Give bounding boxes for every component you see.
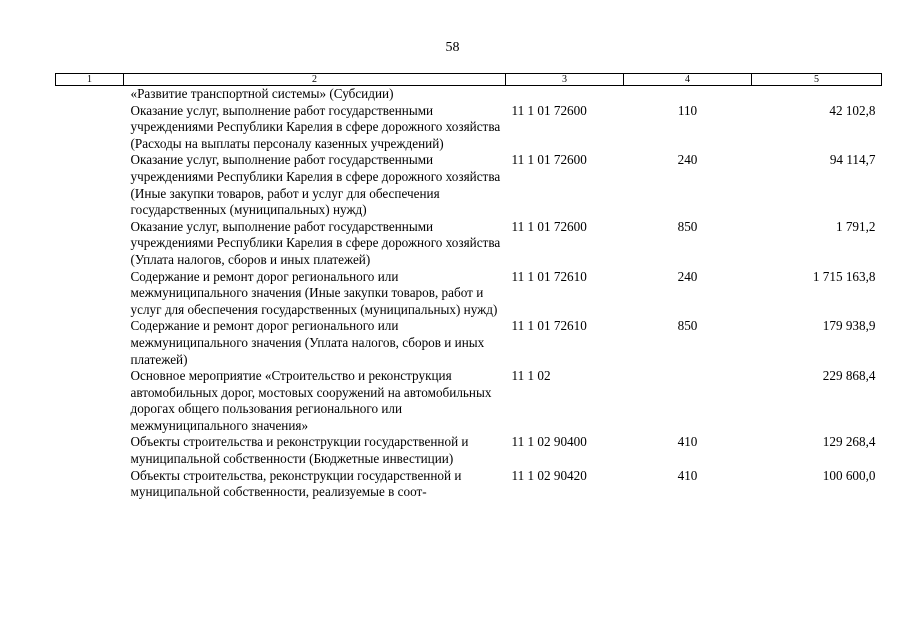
amount — [752, 86, 882, 103]
expense-name: Основное мероприятие «Строительство и реконструкция автомобильных дорог, мостовых сооружений на автомобильных дорогах общего пользования регионального или межмуниципального значения» — [130, 368, 492, 433]
amount: 1 715 163,8 — [812, 268, 876, 284]
expense-name: Объекты строительства и реконструкции государственной и муниципальной собственности (Бюджетные инвестиции) — [130, 434, 469, 467]
table-header-row — [56, 74, 882, 86]
column-header-4: 4 — [624, 74, 752, 86]
target-article-code: 11 1 01 72600 — [511, 218, 587, 234]
table-row — [56, 152, 882, 218]
amount: 42 102,8 — [829, 102, 876, 118]
amount: 100 600,0 — [822, 467, 876, 483]
row-index-cell — [56, 103, 124, 153]
expense-type-code — [624, 368, 752, 434]
expense-name: Содержание и ремонт дорог регионального или межмуниципального значения (Уплата налогов, сборов и иных платежей) — [130, 318, 485, 367]
expense-type-code: 850 — [677, 318, 698, 334]
expense-type-code: 850 — [677, 218, 698, 234]
table-row — [56, 468, 882, 501]
table-row — [56, 318, 882, 368]
expense-type-code: 410 — [677, 467, 698, 483]
expense-type-code: 110 — [677, 102, 698, 118]
target-article-code: 11 1 02 90400 — [511, 434, 587, 450]
row-index-cell — [56, 434, 124, 467]
target-article-code: 11 1 01 72600 — [511, 102, 587, 118]
row-index-cell — [56, 86, 124, 103]
page-number: 58 — [445, 40, 460, 55]
row-index-cell — [56, 468, 124, 501]
table-row — [56, 103, 882, 153]
table-row — [56, 86, 882, 103]
row-index-cell — [56, 152, 124, 218]
target-article-code: 11 1 01 72610 — [511, 268, 587, 284]
amount: 179 938,9 — [822, 318, 876, 334]
table-row — [56, 269, 882, 319]
target-article-code: 11 1 01 72600 — [511, 152, 587, 168]
expense-name: Оказание услуг, выполнение работ государственными учреждениями Республики Карелия в сфере дорожного хозяйства (Расходы на выплаты персоналу казенных учреждений) — [130, 102, 501, 151]
row-index-cell — [56, 269, 124, 319]
row-index-cell — [56, 219, 124, 269]
expense-type-code: 240 — [677, 268, 698, 284]
expense-type-code: 410 — [677, 434, 698, 450]
expense-name: «Развитие транспортной системы» (Субсидии) — [130, 86, 394, 101]
target-article-code: 11 1 02 90420 — [511, 467, 587, 483]
row-index-cell — [56, 318, 124, 368]
amount: 94 114,7 — [829, 152, 876, 168]
column-header-3: 3 — [506, 74, 624, 86]
table-row — [56, 368, 882, 434]
budget-table — [55, 73, 882, 501]
target-article-code: 11 1 01 72610 — [511, 318, 587, 334]
column-header-2: 2 — [124, 74, 506, 86]
amount: 1 791,2 — [835, 218, 876, 234]
row-index-cell — [56, 368, 124, 434]
target-article-code — [506, 86, 624, 103]
expense-type-code — [624, 86, 752, 103]
expense-name: Оказание услуг, выполнение работ государственными учреждениями Республики Карелия в сфере дорожного хозяйства (Уплата налогов, сборов и иных платежей) — [130, 218, 501, 267]
amount: 129 268,4 — [822, 434, 876, 450]
target-article-code: 11 1 02 — [511, 368, 551, 384]
expense-name: Объекты строительства, реконструкции государственной и муниципальной собственности, реализуемые в соот- — [130, 467, 462, 500]
amount: 229 868,4 — [822, 368, 876, 384]
expense-name: Оказание услуг, выполнение работ государственными учреждениями Республики Карелия в сфере дорожного хозяйства (Иные закупки товаров, работ и услуг для обеспечения государственных (муниципальных) нужд) — [130, 152, 501, 218]
table-row — [56, 434, 882, 467]
expense-type-code: 240 — [677, 152, 698, 168]
column-header-1: 1 — [56, 74, 124, 86]
expense-name: Содержание и ремонт дорог регионального или межмуниципального значения (Иные закупки товаров, работ и услуг для обеспечения государственных (муниципальных) нужд) — [130, 268, 498, 317]
column-header-5: 5 — [752, 74, 882, 86]
table-row — [56, 219, 882, 269]
